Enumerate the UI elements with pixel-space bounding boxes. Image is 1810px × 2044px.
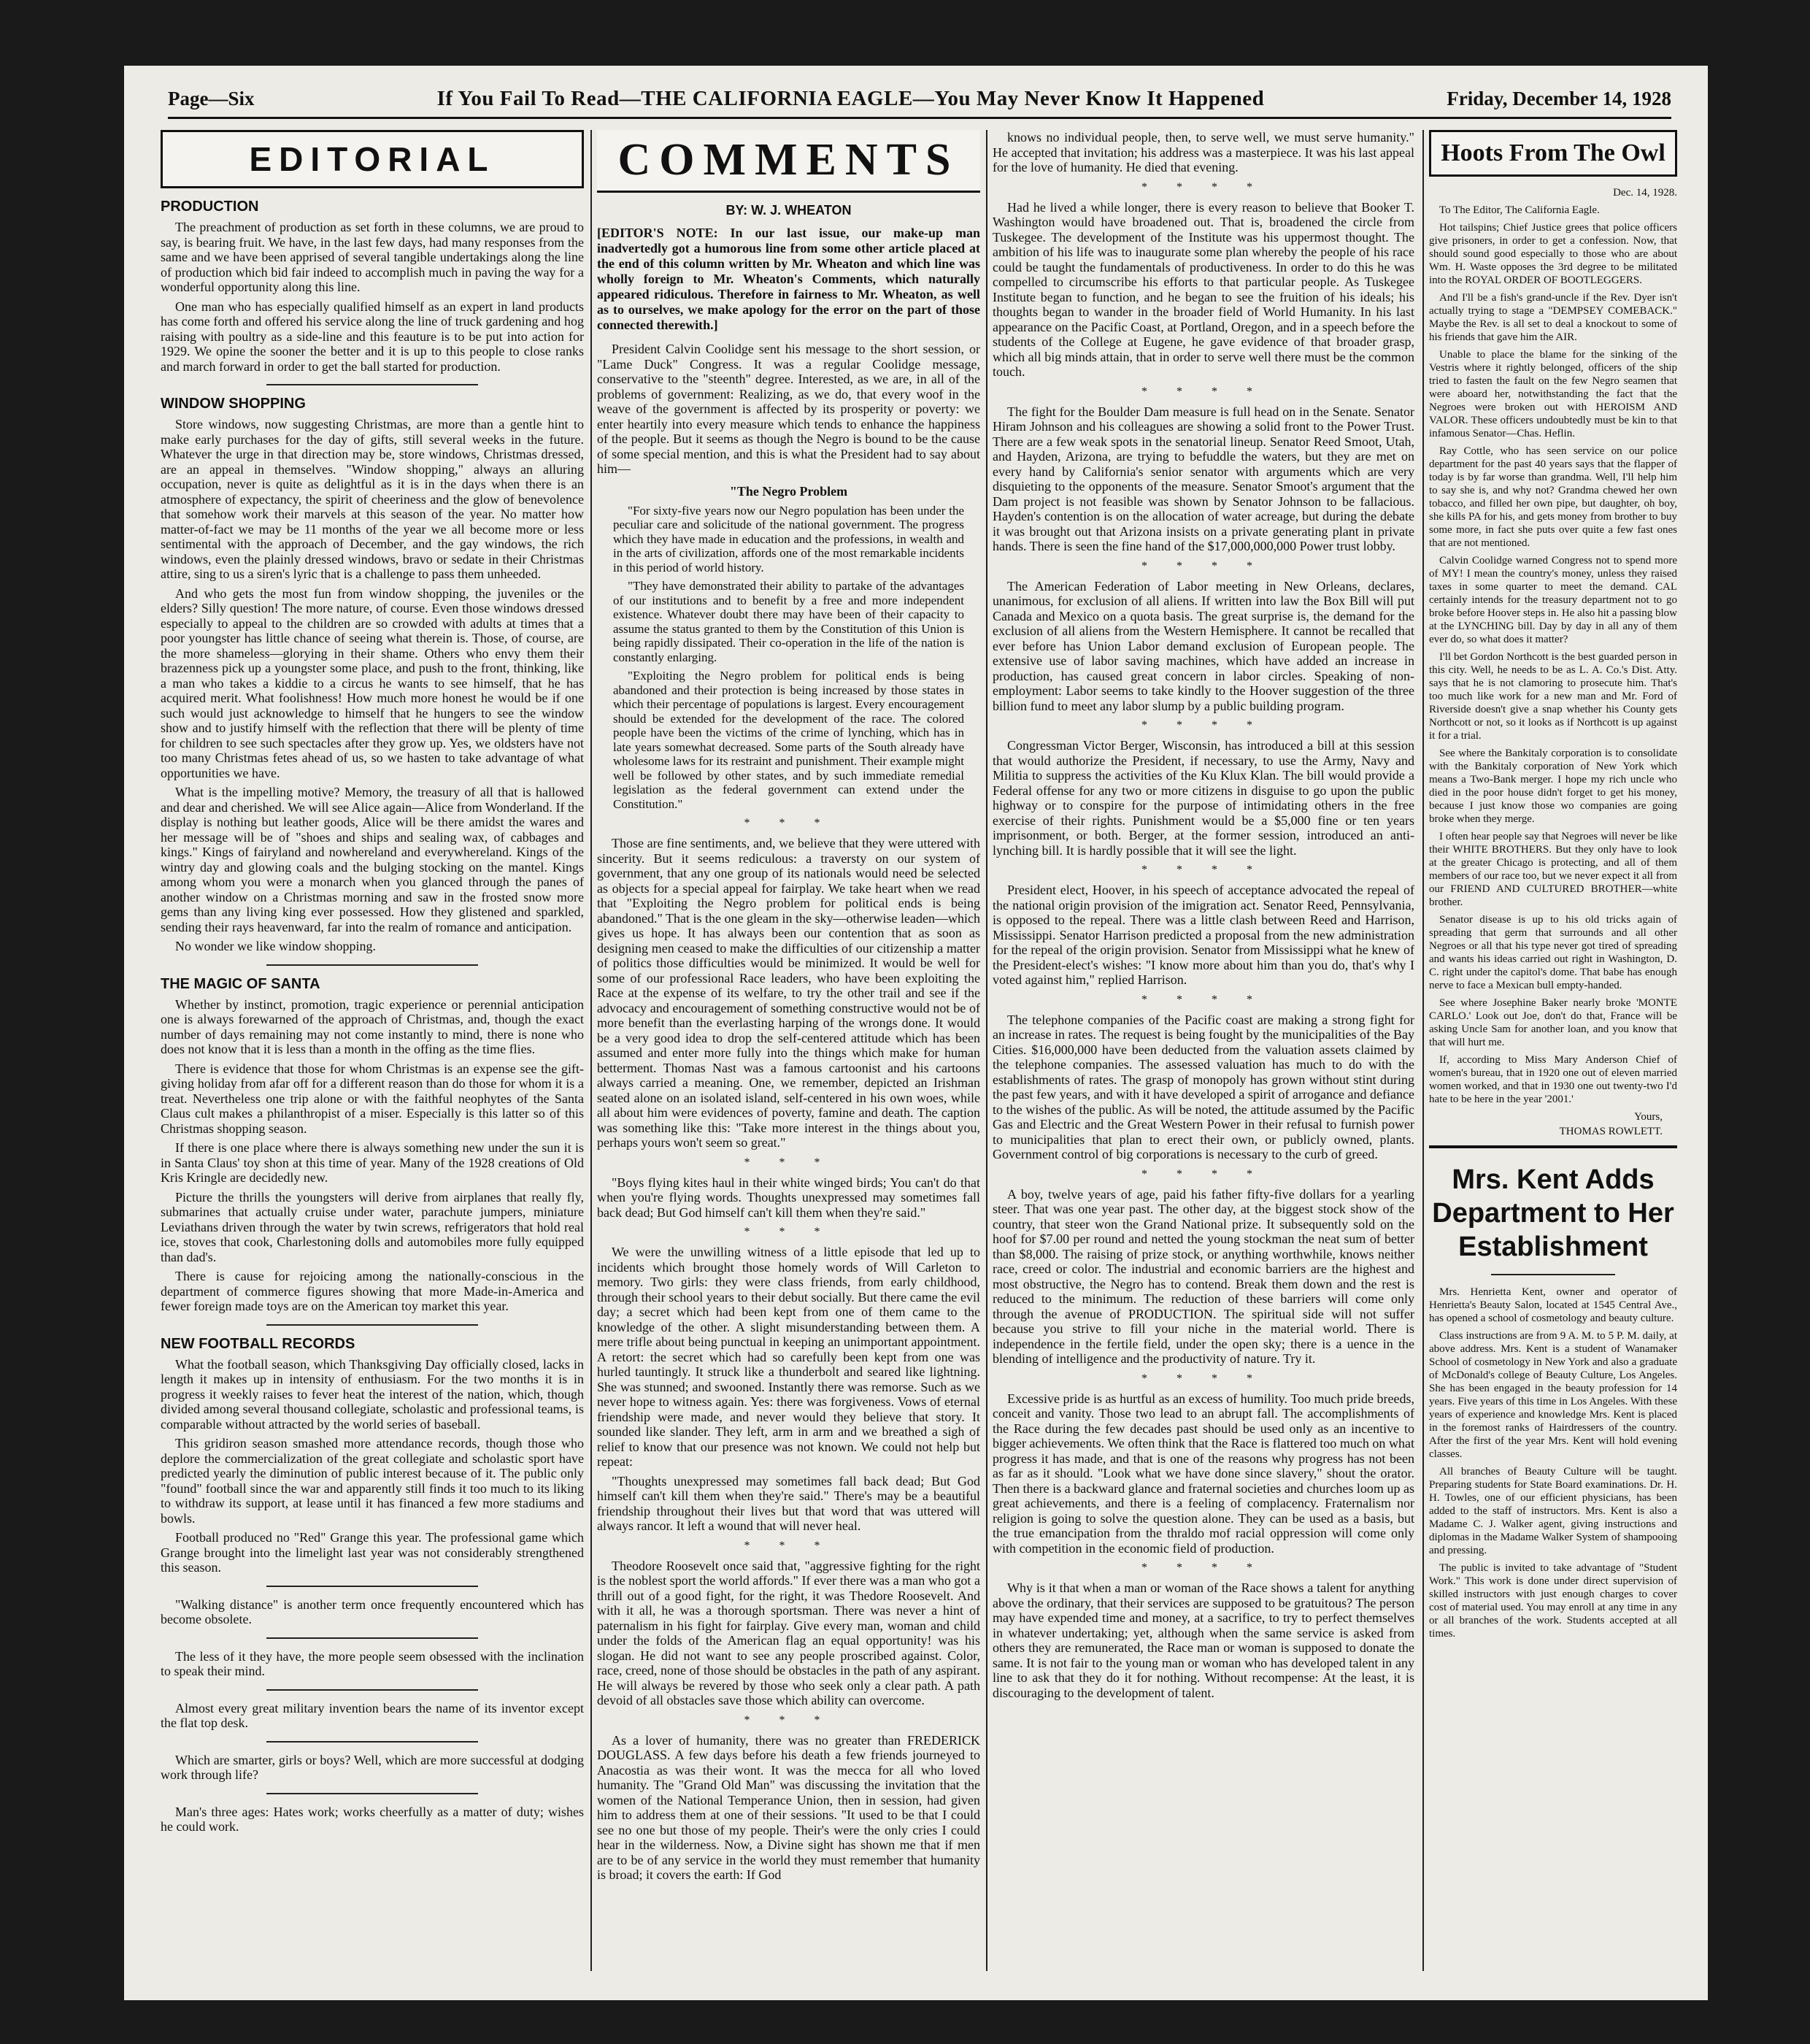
divider <box>266 384 478 385</box>
separator-stars: * * * * <box>1141 864 1266 876</box>
editorial-section <box>161 1336 584 1575</box>
section-heading: THE MAGIC OF SANTA <box>161 975 320 992</box>
paragraph: The public is invited to take advantage of "Student Work." This work is done under direct supervision of skilled instructors with just enough charges to cover cost of material used. You may enroll at any time in any or all branches of the work. Students accepted at all times. <box>1429 1562 1677 1640</box>
masthead-slogan: If You Fail To Read—THE CALIFORNIA EAGLE—You May Never Know It Happened <box>436 86 1265 110</box>
separator-stars: * * * <box>744 1156 833 1169</box>
paragraph: The preachment of production as set forth in these columns, we are proud to say, is bearing fruit. We have, in the last few days, had many responses from the same and we have been apprised of several tangible undertakings along the line of production which bid fair indeed to accomplish much in paving the way for a wonderful opportunity along this line. <box>161 220 584 294</box>
editorial-section <box>161 199 584 374</box>
editorial-title: EDITORIAL <box>161 130 584 188</box>
separator-stars: * * * * <box>1141 180 1266 193</box>
paragraph: See where the Bankitaly corporation is to consolidate with the Bankitaly corporation of New York which means a Two-Bank merger. I hope my rich uncle who died in the poor house didn't forget to get his money, because I just know those wo companies are going broke when they merge. <box>1429 748 1677 825</box>
paragraph: We were the unwilling witness of a little episode that led up to incidents which brought those homely words of Will Carleton to memory. Two girls: they were class friends, from early childhood, through their school years to their debut socially. But there came the evil day; a secret which had been kept from one of them came to the knowledge of the other. A slight misunderstanding between them. A mere trifle about being punctual in keeping an unimportant appointment. A retort: the secret which had so carefully been kept from one was hurled tauntingly. It struck like a thunderbolt and seared like lightning. She was stunned; and swooned. Instantly there was remorse. Such as we never hope to witness again. Yes: there was forgiveness. Vows of eternal friendship were made, and never would they believe that story. It sounded like slander. They left, arm in arm and we breathed a sigh of relief to know that our presence was not known. We could not help but repeat: <box>597 1245 980 1469</box>
section-heading: NEW FOOTBALL RECORDS <box>161 1335 355 1352</box>
paragraph: President Calvin Coolidge sent his message to the short session, or "Lame Duck" Congress. It was a regular Coolidge message, conservative to the "steenth" degree. Interested, as we are, in all of the problems of government: Realizing, as we do, that every woof in the weave of the government is affected by its prosperity or poverty: we enter heartily into every measure which tends to enhance the happiness of the people. But it seems as though the Negro is bound to be the cause of some special mention, and this is what the President had to say about him— <box>597 342 980 476</box>
paragraph: Excessive pride is as hurtful as an excess of humility. Too much pride breeds, conceit and vanity. Those two lead to an abrupt fall. The accomplishments of the Race during the few decades past should be used only as an incentive to bigger achievements. We often think that the Race is flattered too much on what progress it has made, and that is one of the reasons why progress has not been as far as it should. "Look what we have done since slavery," shout the orator. Then there is a backward glance and fraternal societies and churches loom up as great achievements, and there is a feeling of complacency. Fraternalism nor religion is going to solve the question alone. They can be used as a basis, but the true emancipation from the thraldo mof racial oppression will come only with competition in the economic field of production. <box>993 1391 1414 1556</box>
paragraph: Theodore Roosevelt once said that, "aggressive fighting for the right is the noblest sport the world affords." If ever there was a man who got a thrill out of a good fight, for the right, it was Thedore Roosevelt. And with it all, he was a thorough sportsman. There was never a hint of paternalism in his fight for fairplay. Give every man, woman and child under the folds of the American flag an equal opportunity! was his slogan. He did not want to see any people proscribed against. Color, race, creed, none of those should be obstacles in the path of any aspirant. He will always be revered by those who seek only a clear path. A path devoid of all obstacles save those which ability can overcome. <box>597 1558 980 1707</box>
short-item: Man's three ages: Hates work; works cheerfully as a matter of duty; wishes he could work. <box>161 1804 584 1834</box>
short-item: Almost every great military invention bears the name of its inventor except the flat top desk. <box>161 1700 584 1730</box>
paragraph: Why is it that when a man or woman of the Race shows a talent for anything above the ordinary, that their services are supposed to be gratuitous? The person may have expended time and money, at a sacrifice, to try to perfect themselves in whatever undertaking; yet, although when the same service is asked from others they are remunerated, the Race man or woman is supposed to donate the same. It is not fair to the young man or woman who has developed talent in any line to ask that they do it for nothing. Without recompense: At the least, it is discouraging to the development of talent. <box>993 1580 1414 1700</box>
paragraph: There is cause for rejoicing among the nationally-conscious in the department of commerce figures showing that more Made-in-America and fewer foreign made toys are on the American toy market this year. <box>161 1269 584 1313</box>
paragraph: Picture the thrills the youngsters will derive from airplanes that really fly, submarines that actually cruise under water, parachute jumpers, miniature Leviathans driven through the water by twin screws, refrigerators that hold real ice, stoves that cook, Charlestoning dolls and automobiles more fully equipped than dad's. <box>161 1189 584 1264</box>
paragraph: Class instructions are from 9 A. M. to 5 P. M. daily, at above address. Mrs. Kent is a student of Wanamaker School of cosmetology in New York and also a graduate of McDonald's college of Beauty Culture, Los Angeles. She has been engaged in the beauty profession for 14 years. Five years of this time in Los Angeles. With these years of experience and knowledge Mrs. Kent is placed in the foremost ranks of Hairdressers of the country. After the first of the year Mrs. Kent will hold evening classes. <box>1429 1330 1677 1460</box>
paragraph: "Thoughts unexpressed may sometimes fall back dead; But God himself can't kill them when they're said." There's may be a beautiful friendship throughout their lives but that word that was uttered will always rancor. It left a wound that will never heal. <box>597 1473 980 1533</box>
paragraph: The American Federation of Labor meeting in New Orleans, declares, unanimous, for exclusion of all aliens. If written into law the Box Bill will put Canada and Mexico on a quota basis. The great surprise is, the demand for the exclusion of all aliens from the Western Hemisphere. It cannot be recalled that ever before has Union Labor demand exclusion of European people. The extensive use of labor saving machines, which have added an increase in production, has caused great concern in labor circles. Speaking of non-employment: Labor seems to take kindly to the Hoover suggestion of the three billion fund to meet any labor slump by a public building program. <box>993 578 1414 713</box>
paragraph: No wonder we like window shopping. <box>175 939 376 953</box>
editorial-section <box>161 396 584 954</box>
separator-stars: * * * <box>744 1539 833 1552</box>
separator-stars: * * * * <box>1141 385 1266 398</box>
column-rule <box>1422 130 1424 1971</box>
paragraph: All branches of Beauty Culture will be taught. Preparing students for State Board examinations. Dr. H. H. Towles, one of our efficient physicians, has been added to the staff of instructors. Mrs. Kent is also a Madame C. J. Walker agent, giving instructions and diplomas in the Madame Walker System of shampooing and pressing. <box>1429 1466 1677 1556</box>
owl-title: Hoots From The Owl <box>1429 130 1677 177</box>
short-item: Which are smarter, girls or boys? Well, which are more successful at dodging work through life? <box>161 1752 584 1782</box>
paragraph: What the football season, which Thanksgiving Day officially closed, lacks in length it makes up in intensity of enthusiasm. For the two months it is in progress it weekly raises to fever heat the interest of the nation, which, though divided among several thousand collegiate, scholastic and professional teams, is comparable without attracted by the world series of baseball. <box>161 1356 584 1432</box>
column-rule <box>590 130 592 1971</box>
divider <box>266 1586 478 1587</box>
owl-column <box>1429 130 1677 1971</box>
editorial-column <box>161 130 584 1971</box>
paragraph: A boy, twelve years of age, paid his father fifty-five dollars for a yearling steer. That was one year past. The other day, at the biggest stock show of the country, that steer won the Grand National prize. It subsequently sold on the hoof for $7.00 per round and netted the young stockman the neat sum of better than $8,000. The raising of prize stock, or anything worthwhile, knows neither race, creed or color. The industrial and economic barriers are the highest and most obstructive, the Negro has to contend. Break them down and the rest is reduced to the minimum. The reduction of these barriers will come only through the avenue of PRODUCTION. The spiritual side will not suffer because you strive to fill your niche in the material world. There is independence in the fertile field, under the open sky; there is a uence in the blending of intelligence and the productivity of nature. Try it. <box>993 1186 1414 1366</box>
signature: THOMAS ROWLETT. <box>1559 1126 1663 1137</box>
page-number: Page—Six <box>168 87 255 110</box>
paragraph: I often hear people say that Negroes will never be like their WHITE BROTHERS. But they only have to look at the greater Chicago is protecting, and all of them members of our race too, but we never expect it all from our FRIEND AND CULTURED BROTHER—white brother. <box>1429 831 1677 908</box>
divider <box>1429 1145 1677 1148</box>
verse: "Boys flying kites haul in their white winged birds; You can't do that when you're flying words. Thoughts unexpressed may sometimes fall back dead; But God himself can't kill them when they're said." <box>597 1175 980 1220</box>
paragraph: "Exploiting the Negro problem for political ends is being abandoned and their protection is being increased by those states in which their percentage of populations is largest. Every encouragement should be extended for the development of the race. The colored people have been the victims of the crime of lynching, which has in late years somewhat decreased. Some parts of the South already have wholesome laws for its restraint and punishment. Their example might well be followed by other states, and by such immediate remedial legislation as the federal government can extend under the Constitution." <box>613 669 964 811</box>
quotation <box>613 504 964 812</box>
kent-headline: Mrs. Kent Adds Department to Her Establishment <box>1432 1164 1674 1262</box>
newspaper-page <box>124 66 1708 2000</box>
separator-stars: * * * * <box>1141 559 1266 572</box>
paragraph: I'll bet Gordon Northcott is the best guarded person in this city. Well, he needs to be as L. A. Co.'s Dist. Atty. says that he is not clamoring to prosecute him. That's too much like work for a new man and Mr. Ford of Riverside doesn't give a snap whether his County gets Northcott or not, so it looks as if Northcott is up against it for a trial. <box>1429 651 1677 742</box>
paragraph: See where Josephine Baker nearly broke 'MONTE CARLO.' Look out Joe, don't do that, France will be asking Uncle Sam for another loan, and you know that that will hurt me. <box>1429 997 1677 1048</box>
separator-stars: * * * <box>744 817 833 829</box>
column-rule <box>986 130 987 1971</box>
paragraph: The fight for the Boulder Dam measure is full head on in the Senate. Senator Hiram Johnson and his colleagues are showing a solid front to the Power Trust. There are a few weak spots in the senatorial lineup. Senator Reed Smoot, Utah, and Hayden, Arizona, are trying to befuddle the waters, but they are met on every hand by California's senior senator with arguments which are very disquieting to the opponents of the measure. Senator Smoot's argument that the Dam project is not feasible was shown by Senator Johnson to be fallacious. Hayden's contention is on the allocation of water acreage, but during the debate it was brought out that Arizona insists on a private generating plant in private hands. There is seen the fine hand of the $17,000,000,000 Power trust lobby. <box>993 404 1414 553</box>
byline: BY: W. J. WHEATON <box>725 203 852 218</box>
paragraph: And who gets the most fun from window shopping, the juveniles or the elders? Silly question! The more nature, of course. Even those windows dressed especially to appeal to the children are so crowded with adults at times that a poor youngster has little chance of seeing what therein is. Those, of course, are the more shameless—glorying in their shame. Others who envy them their brazenness pick up a youngster some place, and push to the front, thinking, like a man who takes a kiddie to a circus he wants to see himself, that he has acquired merit. What foolishness! How much more honest he would be if one such would just acknowledge to himself that he hungers to see the window show and to justify himself with the reflection that there will be plenty of time for children to see such spectacles after they grow up. Yes, we oldsters have not too many Christmas fetes ahead of us, so we hasten to take advantage of what opportunities we have. <box>161 585 584 780</box>
comments-column <box>597 130 980 1971</box>
paragraph: Congressman Victor Berger, Wisconsin, has introduced a bill at this session that would authorize the President, if necessary, to use the Army, Navy and Militia to suppress the activities of the Ku Klux Klan. The bill would provide a Federal offense for any two or more citizens in disguise to go upon the public highway or to conspire for the purpose of intimidating others in the free exercise of their rights. Punishment would be a $5,000 fine or ten years imprisonment, or both. Berger, at the former session, introduced an anti-lynching bill. It is hardly possible that it will see the light. <box>993 738 1414 858</box>
paragraph: Senator disease is up to his old tricks again of spreading that germ that surrounds and all other Negroes or all that his type never got tired of spreading and wants his ideas carried out right in Washington, D. C. right under the capitol's dome. That babe has enough nerve to face a Mexican bull empty-handed. <box>1429 914 1677 991</box>
paragraph: President elect, Hoover, in his speech of acceptance advocated the repeal of the national origin provision of the imigration act. Senator Reed, Pennsylvania, is opposed to the repeal. There was a little clash between Reed and Harrison, Mississippi. Senator Harrison predicted a proposal from the new administration for the repeal of the origin provision. Senator from Mississippi what he knew of the President-elect's wishes: "I know more about him than you do, that's why I voted against him," replied Harrison. <box>993 883 1414 987</box>
salutation: To The Editor, The California Eagle. <box>1439 204 1600 216</box>
editors-note: [EDITOR'S NOTE: In our last issue, our make-up man inadvertedly got a humorous line from some other article placed at the end of this column written by Mr. Wheaton and which line was wholly foreign to Mr. Wheaton's Comments, which naturally appeared ridiculous. Therefore in fairness to Mr. Wheaton, as well as to ourselves, we make apology for the error on the part of those connected therewith.] <box>597 226 980 332</box>
signoff: Yours, <box>1634 1111 1663 1123</box>
subheading: "The Negro Problem <box>729 483 848 499</box>
paragraph: This gridiron season smashed more attendance records, though those who deplore the commercialization of the great collegiate and scholastic sport have predicted yearly the diminution of public interest because of it. The public only "found" football since the war and apparently still finds it too much to its liking to withdraw its support, at lease until it has financed a few more stadiums and bowls. <box>161 1436 584 1526</box>
paragraph: As a lover of humanity, there was no greater than FREDERICK DOUGLASS. A few days before his death a few friends journeyed to Anacostia as was their wont. It was the mecca for all who loved humanity. The "Grand Old Man" was discussing the invitation that the women of the National Temperance Union, then in session, had given him to address them at one of their sessions. "It used to be that I could see no one but those of my people. Their's were the only cries I could hear in the wilderness. Now, a Divine sight has shown me that if men are to be of any service in the world they must remember that humanity is broad; it covers the earth: If God <box>597 1732 980 1882</box>
separator-stars: * * * * <box>1141 993 1266 1006</box>
section-heading: WINDOW SHOPPING <box>161 396 306 412</box>
paragraph: Football produced no "Red" Grange this year. The professional game which Grange brought into the limelight last year was not considerably strengthened this season. <box>161 1530 584 1575</box>
paragraph: knows no individual people, then, to serve well, we must serve humanity." He accepted that invitation; his address was a masterpiece. It was his last appeal for the love of humanity. He died that evening. <box>993 130 1414 174</box>
divider <box>266 1324 478 1326</box>
letter-date: Dec. 14, 1928. <box>1613 187 1677 199</box>
separator-stars: * * * * <box>1141 1372 1266 1385</box>
paragraph: There is evidence that those for whom Christmas is an expense see the gift-giving holiday from afar off for a different reason than do those for whom it is a treat. Nevertheless one trip alone or with the faithful neophytes of the Santa Claus cult makes a philanthropist of a miser. Especially is this latter so of this Christmas shopping season. <box>161 1061 584 1136</box>
comments-continued-column <box>993 130 1414 1971</box>
section-heading: PRODUCTION <box>161 199 259 215</box>
divider <box>266 1793 478 1794</box>
paragraph: Unable to place the blame for the sinking of the Vestris where it rightly belonged, officers of the ship tried to fasten the fault on the few Negro seamen that were aboard her, notwithstanding the fact that the Negroes were broken out with HEROISM AND VALOR. These officers undoubtedly must be kin to that infamous Senator—Chas. Heflin. <box>1429 349 1677 439</box>
paragraph: Calvin Coolidge warned Congress not to spend more of MY! I mean the country's money, unless they raised taxes in some quarter to meet the demand. CAL certainly intends for the treasury department not to go broke before Hoover steps in. He also hit a passing blow at the LYNCHING bill. Day by day in all any of them ever do, so what does it matter? <box>1429 555 1677 645</box>
separator-stars: * * * <box>744 1713 833 1726</box>
separator-stars: * * * * <box>1141 719 1266 731</box>
paragraph: If, according to Miss Mary Anderson Chief of women's bureau, that in 1920 one out of eleven married women worked, and that in 1930 one out twenty-two I'd hate to be here in the year '2001.' <box>1429 1054 1677 1105</box>
paragraph: And I'll be a fish's grand-uncle if the Rev. Dyer isn't actually trying to stage a "DEMPSEY COMEBACK." Maybe the Rev. is all set to deal a knockout to some of his friends that gave him the AIR. <box>1429 292 1677 343</box>
issue-date: Friday, December 14, 1928 <box>1447 87 1671 110</box>
paragraph: "For sixty-five years now our Negro population has been under the peculiar care and solicitude of the national government. The progress which they have made in education and the professions, in wealth and in the arts of civilization, affords one of the most remarkable incidents in this period of world history. <box>613 503 964 575</box>
masthead <box>168 80 1671 119</box>
short-item: The less of it they have, the more people seem obsessed with the inclination to speak their mind. <box>161 1648 584 1678</box>
divider <box>266 1689 478 1691</box>
paragraph: Store windows, now suggesting Christmas, are more than a gentle hint to make early purchases for the day of gifts, still several weeks in the future. Whatever the urge in that direction may be, store windows, Christmas dressed, are an appeal in themselves. "Window shopping," always an alluring occupation, never is quite as delightful as it is in the days when there is an atmosphere of expectancy, the spirit of cheeriness and the glow of benevolence that somehow work their marvels at this season of the year. No matter how matter-of-fact we may be 11 months of the year we all become more or less sentimental with the approach of December, and the gay windows, the rich windows, even the plainly dressed windows, bravo or sedate in their Christmas attire, sing to us a siren's lyric that is a challenge to pass them unheeded. <box>161 417 584 581</box>
separator-stars: * * * <box>744 1226 833 1238</box>
divider <box>1491 1274 1615 1275</box>
separator-stars: * * * * <box>1141 1561 1266 1574</box>
paragraph: Ray Cottle, who has seen service on our police department for the past 40 years says that the flapper of today is by far worse than grandma. Well, I'll help him to say she is, and why not? Grandma chewed her own tobacco, and filled her own pipe, but daughter, oh boy, she kills PA for his, and gets money from brother to buy some more, in fact she puts over quite a few fast ones that are not mentioned. <box>1429 445 1677 549</box>
divider <box>266 1741 478 1743</box>
editorial-section <box>161 976 584 1314</box>
paragraph: The telephone companies of the Pacific coast are making a strong fight for an increase in rates. The request is being fought by the municipalities of the Bay Cities. $16,000,000 have been deducted from the valuation assets claimed by the telephone companies. The assessed valuation has much to do with the establishments of rates. The grasp of monopoly has grown without stint during the past few years, and with it have developed a spirit of arrogance and defiance to the wishes of the public. As will be noted, the attitude assumed by the Pacific Gas and Electric and the Great Western Power in their refusal to furnish power to municipalities that plan to erect their own, or publicly owned, plants. Government control of big corporations is necessary to the curb of greed. <box>993 1012 1414 1161</box>
paragraph: Mrs. Henrietta Kent, owner and operator of Henrietta's Beauty Salon, located at 1545 Central Ave., has opened a school of cosmetology and beauty culture. <box>1429 1286 1677 1324</box>
paragraph: Whether by instinct, promotion, tragic experience or perennial anticipation one is always forewarned of the approach of Christmas, and, though the exact number of days remaining may not come instantly to mind, there is none who does not know that it is less than a month in the offing as the time flies. <box>161 996 584 1056</box>
comments-title: COMMENTS <box>597 130 980 193</box>
divider <box>266 964 478 966</box>
short-item: "Walking distance" is another term once frequently encountered which has become obsolete. <box>161 1597 584 1626</box>
paragraph: One man who has especially qualified himself as an expert in land products has come forth and offered his service along the line of truck gardening and hog raising with poultry as a side-line and this feauture is to be put into action for 1929. We opine the sooner the better and it is up to this people to close ranks and march forward in order to get the ball started for production. <box>161 299 584 374</box>
paragraph: If there is one place where there is always something new under the sun it is in Santa Claus' toy shon at this time of year. Many of the 1928 creations of Old Kris Kringle are decidedly new. <box>161 1140 584 1185</box>
paragraph: Had he lived a while longer, there is every reason to believe that Booker T. Washington would have broadened out. That is, broadened the circle from Tuskegee. The development of the Institute was his uppermost thought. The ambition of his life was to inaugurate some plan whereby the people of his race could be taught the fundamentals of productiveness. In order to do this he was compelled to circumscribe his efforts to that particular people. As Tuskegee Institute began to function, and he began to see the fruition of his ideals; his thoughts began to wander in the broader field of World Humanity. In his last appearance on the Pacific Coast, at Portland, Oregon, and in a speech before the students of the College at Eugene, he gave evidence of that broader grasp, which all big minds attain, that in order to serve well there must be the common touch. <box>993 199 1414 379</box>
paragraph: Hot tailspins; Chief Justice grees that police officers give prisoners, in order to get a confession. Now, that should sound good especially to those who are about Wm. H. Waste opposes the 3rd degree to be militated into the ROYAL ORDER OF BOOTLEGGERS. <box>1429 222 1677 286</box>
paragraph: What is the impelling motive? Memory, the treasury of all that is hallowed and dear and cherished. We will see Alice again—Alice from Wonderland. If the display is nothing but leather goods, Alice will be there amidst the wares and her message will be of "shoes and ships and sealing wax, of cabbages and kings." Kings of fairyland and nowhereland and everywhereland. Kings of the wintry day and glowing coals and the bulging stocking on the mantel. Kings among whom you were a monarch when you glanced through the panes of another window on a Christmas morning and saw in the frosted snow more gems than any living king ever possessed. How they glistened and sparkled, sending their rays heavenward, far into the realm of romance and anticipation. <box>161 785 584 934</box>
divider <box>266 1637 478 1639</box>
paragraph: Those are fine sentiments, and, we believe that they were uttered with sincerity. But it seems rediculous: a traversty on our system of government, that any one group of its nationals would need be selected as objects for a special appeal for fairplay. We take heart when we read that "Exploiting the Negro problem for political ends is being abandoned." That is the one gleam in the sky—otherwise leaden—which gives us hope. It has always been our contention that as soon as designing men ceased to make the difficulties of our citizenship a matter of politics those difficulties would be minimized. It would be well for some of our professional Race leaders, who have been exploiting the Race at the expense of its welfare, to try the other trail and see if the advocacy and encouragement of something constructive would not be of more benefit than the everlasting harping of the wrongs done. It would be a very good idea to drop the self-centered attitude which has been assumed and enter more fully into the things which make for human betterment. Thomas Nast was a famous cartoonist and his cartoons always carried a meaning. One, we remember, depicted an Irishman seated alone on an isolated island, self-centered in his own woes, while all about him were evidences of poverty, famine and death. The caption was something like this: "Take more interest in the things about you, perhaps yours won't seem so great." <box>597 836 980 1150</box>
paragraph: "They have demonstrated their ability to partake of the advantages of our institutions and to benefit by a free and more independent existence. Whatever doubt there may have been of their capacity to assume the status granted to them by the Constitution of this Union is being rapidly dissipated. Their co-operation in the life of the nation is constantly enlarging. <box>613 579 964 664</box>
separator-stars: * * * * <box>1141 1167 1266 1180</box>
